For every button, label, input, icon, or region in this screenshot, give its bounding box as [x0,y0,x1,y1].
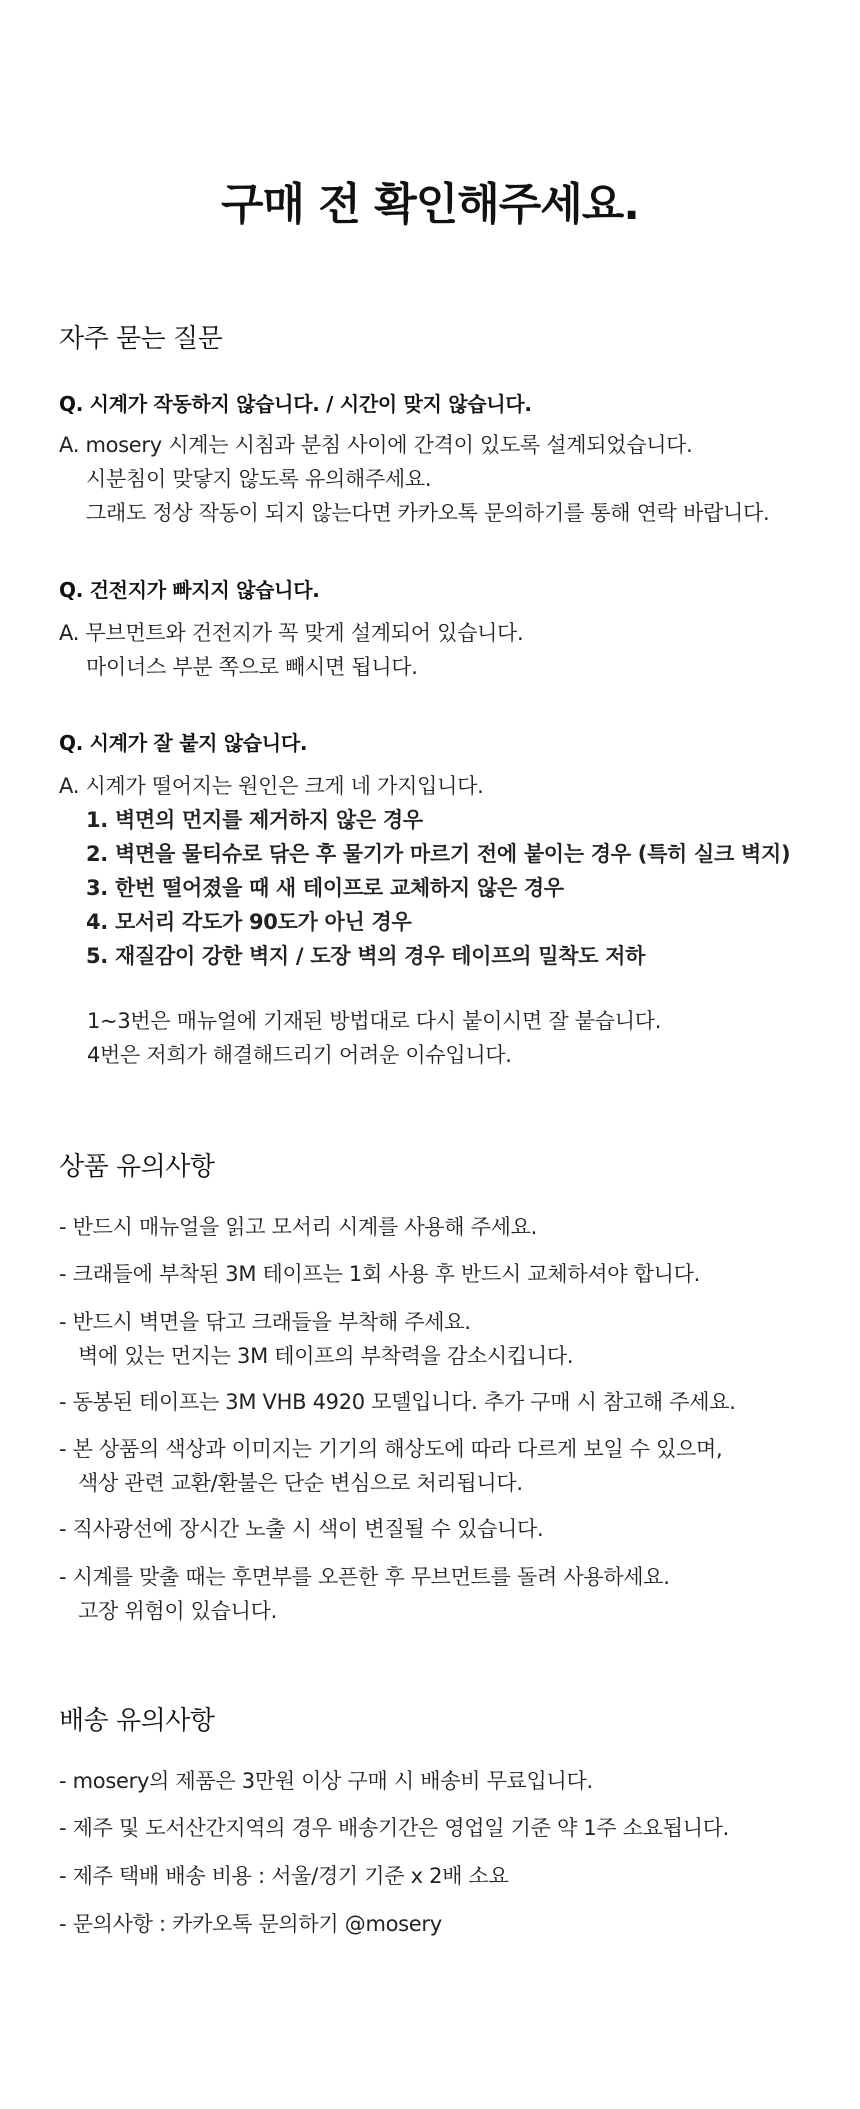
note-line: 고장 위험이 있습니다. [78,1599,277,1623]
note-line: - 제주 택배 배송 비용 : 서울/경기 기준 x 2배 소요 [59,1864,509,1888]
note-line: - 시계를 맞출 때는 후면부를 오픈한 후 무브먼트를 돌려 사용하세요. [59,1565,670,1589]
product-note-item [59,1210,537,1244]
note-line: - 제주 및 도서산간지역의 경우 배송기간은 영업일 기준 약 1주 소요됩니다. [59,1816,730,1840]
note-line: 벽에 있는 먼지는 3M 테이프의 부착력을 감소시킵니다. [78,1344,574,1368]
cause-item: 1. 벽면의 먼지를 제거하지 않은 경우 [86,808,423,832]
cause-item: 4. 모서리 각도가 90도가 아닌 경우 [86,910,412,934]
shipping-notes-heading: 배송 유의사항 [59,1706,215,1736]
answer-line: 4번은 저희가 해결해드리기 어려운 이슈입니다. [87,1043,512,1067]
note-line: - 동봉된 테이프는 3M VHB 4920 모델입니다. 추가 구매 시 참고해 주세요. [59,1390,736,1414]
faq-question-1: Q. 시계가 작동하지 않습니다. / 시간이 맞지 않습니다. [59,392,532,416]
product-note-item [59,1385,736,1419]
faq-heading: 자주 묻는 질문 [59,324,223,354]
product-note-item [59,1305,573,1373]
answer-line: 1~3번은 매뉴얼에 기재된 방법대로 다시 붙이시면 잘 붙습니다. [87,1009,662,1033]
answer-line: 그래도 정상 작동이 되지 않는다면 카카오톡 문의하기를 통해 연락 바랍니다. [86,501,770,525]
cause-item: 5. 재질감이 강한 벽지 / 도장 벽의 경우 테이프의 밀착도 저하 [86,944,646,968]
note-line: - 반드시 벽면을 닦고 크래들을 부착해 주세요. [59,1310,471,1334]
note-line: - 본 상품의 색상과 이미지는 기기의 해상도에 따라 다르게 보일 수 있으며, [59,1437,723,1461]
product-note-item [59,1257,700,1291]
shipping-note-item [59,1811,729,1845]
shipping-note-item [59,1907,442,1941]
faq-answer-3-tail [59,1004,661,1072]
shipping-note-item [59,1764,593,1798]
page-title: 구매 전 확인해주세요. [221,179,639,230]
faq-answer-2 [59,616,523,684]
answer-line: A. 시계가 떨어지는 원인은 크게 네 가지입니다. [59,774,484,798]
product-note-item [59,1432,722,1500]
note-line: 색상 관련 교환/환불은 단순 변심으로 처리됩니다. [78,1471,523,1495]
product-notes-heading: 상품 유의사항 [59,1152,215,1182]
note-line: - 문의사항 : 카카오톡 문의하기 @mosery [59,1912,442,1936]
product-note-item [59,1512,543,1546]
cause-item: 3. 한번 떨어졌을 때 새 테이프로 교체하지 않은 경우 [86,876,564,900]
note-line: - 크래들에 부착된 3M 테이프는 1회 사용 후 반드시 교체하셔야 합니다. [59,1262,700,1286]
product-note-item [59,1560,670,1628]
faq-question-2: Q. 건전지가 빠지지 않습니다. [59,578,320,602]
shipping-note-item [59,1859,509,1893]
answer-line: A. mosery 시계는 시침과 분침 사이에 간격이 있도록 설계되었습니다. [59,433,693,457]
note-line: - 직사광선에 장시간 노출 시 색이 변질될 수 있습니다. [59,1517,544,1541]
answer-line: 마이너스 부분 쪽으로 빼시면 됩니다. [86,655,418,679]
answer-line: A. 무브먼트와 건전지가 꼭 맞게 설계되어 있습니다. [59,621,524,645]
faq-answer-3 [59,769,790,973]
note-line: - mosery의 제품은 3만원 이상 구매 시 배송비 무료입니다. [59,1769,593,1793]
faq-answer-1 [59,428,769,530]
answer-line: 시분침이 맞닿지 않도록 유의해주세요. [86,467,432,491]
note-line: - 반드시 매뉴얼을 읽고 모서리 시계를 사용해 주세요. [59,1215,537,1239]
faq-question-3: Q. 시계가 잘 붙지 않습니다. [59,731,308,755]
cause-item: 2. 벽면을 물티슈로 닦은 후 물기가 마르기 전에 붙이는 경우 (특히 실크 벽지) [86,842,791,866]
